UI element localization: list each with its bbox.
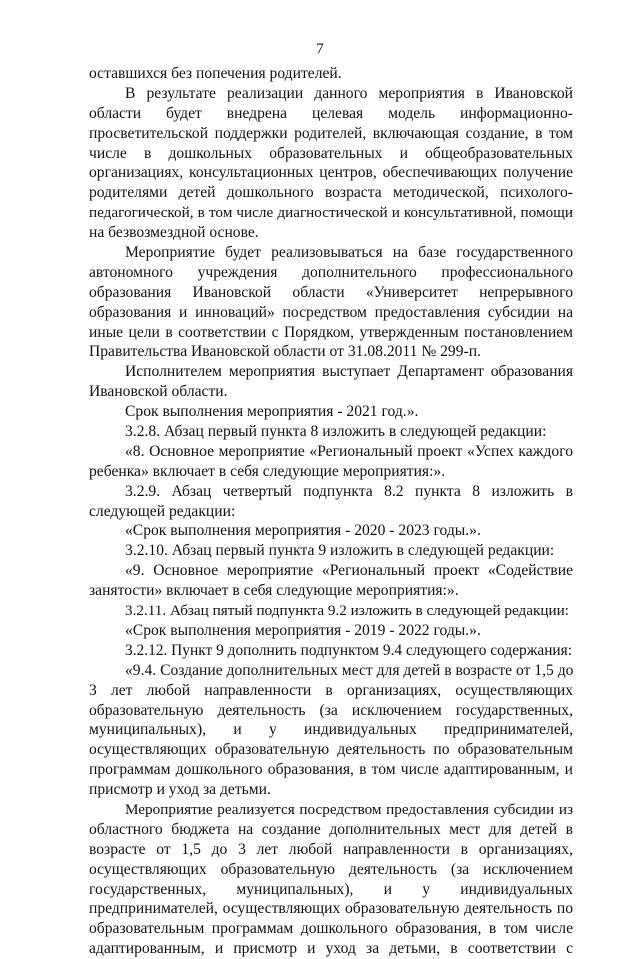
text-line: занятости» включает в себя следующие мероприятия:». <box>89 582 459 600</box>
text-line: В результате реализации данного мероприятия в Ивановской <box>125 84 573 102</box>
text-line: «Срок выполнения мероприятия - 2020 - 2023 годы.». <box>125 522 481 540</box>
text-line: возрасте от 1,5 до 3 лет любой направленности в организациях, <box>89 840 573 858</box>
text-line: 3.2.9. Абзац четвертый подпункта 8.2 пункта 8 изложить в <box>125 482 573 500</box>
text-line: на безвозмездной основе. <box>89 224 259 242</box>
text-line: адаптированным, и присмотр и уход за детьми, в соответствии с <box>89 940 573 958</box>
text-line: осуществляющих образовательную деятельность (за исключением <box>89 860 573 878</box>
text-line: 3.2.12. Пункт 9 дополнить подпунктом 9.4 следующего содержания: <box>125 641 573 659</box>
text-line: иные цели в соответствии с Порядком, утвержденным постановлением <box>89 323 573 341</box>
text-line: числе в дошкольных образовательных и общеобразовательных <box>89 144 573 162</box>
text-line: Исполнителем мероприятия выступает Департамент образования <box>125 363 573 381</box>
text-line: 3.2.11. Абзац пятый подпункта 9.2 изложить в следующей редакции: <box>125 602 569 620</box>
text-line: государственных, муниципальных), и у индивидуальных <box>89 880 573 898</box>
text-line: образовательную деятельность (за исключением государственных, <box>89 701 573 719</box>
text-line: 3 лет любой направленности в организациях, осуществляющих <box>89 681 573 699</box>
text-line: 3.2.8. Абзац первый пункта 8 изложить в следующей редакции: <box>125 423 547 441</box>
text-line: ребенка» включает в себя следующие мероприятия:». <box>89 462 446 480</box>
text-line: осуществляющих образовательную деятельность по образовательным <box>89 741 573 759</box>
document-body <box>89 64 573 959</box>
text-line: образования Ивановской области «Университет непрерывного <box>89 283 573 301</box>
text-line: просветительской поддержки родителей, включающая создание, в том <box>89 124 573 142</box>
text-line: организациях, консультационных центров, обеспечивающих получение <box>89 164 573 182</box>
text-line: следующей редакции: <box>89 502 236 520</box>
text-line: муниципальных), и у индивидуальных предпринимателей, <box>89 721 573 739</box>
text-line: Мероприятие реализуется посредством предоставления субсидии из <box>125 800 573 818</box>
text-line: программам дошкольного образования, в том числе адаптированным, и <box>89 761 573 779</box>
text-line: образовательным программам дошкольного образования, в том числе <box>89 920 573 938</box>
text-line: «9. Основное мероприятие «Региональный проект «Содействие <box>125 562 573 580</box>
text-line: «8. Основное мероприятие «Региональный проект «Успех каждого <box>125 442 573 460</box>
page-number: 7 <box>316 41 324 57</box>
text-line: педагогической, в том числе диагностической и консультативной, помощи <box>89 204 573 222</box>
text-line: родителями детей дошкольного возраста методической, психолого- <box>89 184 573 202</box>
text-line: автономного учреждения дополнительного профессионального <box>89 263 573 281</box>
text-line: Мероприятие будет реализовываться на базе государственного <box>125 244 573 262</box>
text-line: 3.2.10. Абзац первый пункта 9 изложить в следующей редакции: <box>125 542 555 560</box>
text-line: образования и инноваций» посредством предоставления субсидии на <box>89 303 573 321</box>
text-line: присмотр и уход за детьми. <box>89 781 271 799</box>
text-line: Ивановской области. <box>89 383 228 401</box>
text-line: Правительства Ивановской области от 31.08.2011 № 299-п. <box>89 343 481 361</box>
text-line: области будет внедрена целевая модель информационно- <box>89 104 573 122</box>
text-line: предпринимателей, осуществляющих образовательную деятельность по <box>89 900 573 918</box>
text-line: «9.4. Создание дополнительных мест для детей в возрасте от 1,5 до <box>125 661 573 679</box>
text-line: оставшихся без попечения родителей. <box>89 65 342 82</box>
text-line: Срок выполнения мероприятия - 2021 год.». <box>125 403 419 421</box>
text-line: областного бюджета на создание дополнительных мест для детей в <box>89 820 573 838</box>
text-line: «Срок выполнения мероприятия - 2019 - 2022 годы.». <box>125 621 481 639</box>
